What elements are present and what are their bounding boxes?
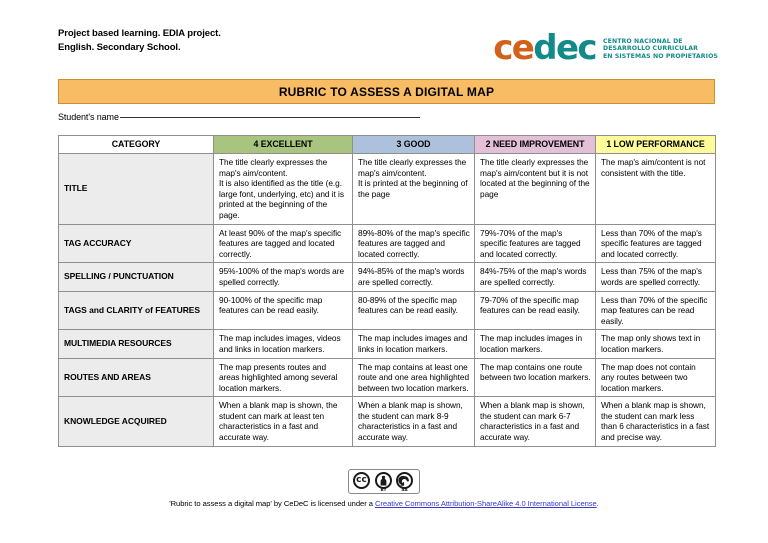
cell-title-excellent: The title clearly expresses the map's aim/content. It is also identified as the title (e.g. large font, underlying, etc) and it is printed at the beginning of the page. [214, 154, 353, 225]
column-header-need-improvement: 2 NEED IMPROVEMENT [475, 136, 596, 154]
table-body [59, 154, 716, 447]
page-title: RUBRIC TO ASSESS A DIGITAL MAP [278, 84, 495, 99]
table-row [59, 358, 716, 397]
row-category-title: TITLE [59, 154, 214, 225]
table-row [59, 291, 716, 330]
logo-subtitle-line-1: CENTRO NACIONAL DE [602, 37, 683, 45]
license-prefix-text: 'Rubric to assess a digital map' by CeDeC is licensed under a [169, 499, 375, 508]
cell-title-need: The title clearly expresses the map's aim/content but it is not located at the beginning of the page [475, 154, 596, 225]
cell-multimedia-low: The map only shows text in location markers. [596, 330, 716, 358]
cell-routes-excellent: The map presents routes and areas highlighted among several location markers. [214, 358, 353, 397]
cell-tags-clarity-good: 80-89% of the specific map features can be read easily. [353, 291, 475, 330]
logo-subtitle [603, 38, 718, 61]
header-line-2: English. Secondary School. [58, 41, 181, 53]
document-header [58, 27, 718, 73]
license-suffix-text: . [596, 499, 599, 508]
table-row [59, 224, 716, 263]
cell-multimedia-need: The map includes images in location markers. [475, 330, 596, 358]
logo-dec-text: dec [533, 28, 596, 68]
cell-routes-good: The map contains at least one route and one area highlighted between two location markers. [353, 358, 475, 397]
cell-spelling-low: Less than 75% of the map's words are spelled correctly. [596, 263, 716, 291]
logo-ce-text: ce [493, 28, 534, 68]
logo-subtitle-line-3: EN SISTEMAS NO PROPIETARIOS [602, 52, 718, 60]
cell-knowledge-need: When a blank map is shown, the student can mark 6-7 characteristics in a fast and accurate way. [475, 397, 596, 446]
header-project-text [58, 27, 221, 54]
cc-by-label: BY [380, 487, 387, 492]
column-header-excellent: 4 EXCELLENT [214, 136, 353, 154]
header-line-1: Project based learning. EDIA project. [58, 28, 221, 39]
cc-sa-label: SA [401, 487, 408, 492]
cell-tags-clarity-need: 79-70% of the specific map features can be read easily. [475, 291, 596, 330]
cell-knowledge-low: When a blank map is shown, the student can mark less than 6 characteristics in a fast and precise way. [596, 397, 716, 446]
cell-knowledge-excellent: When a blank map is shown, the student can mark at least ten characteristics in a fast and accurate way. [214, 397, 353, 446]
column-header-low-performance: 1 LOW PERFORMANCE [596, 136, 716, 154]
cell-multimedia-good: The map includes images and links in location markers. [353, 330, 475, 358]
creative-commons-badge [348, 469, 420, 494]
column-header-good: 3 GOOD [353, 136, 475, 154]
cell-routes-low: The map does not contain any routes between two location markers. [596, 358, 716, 397]
license-link[interactable]: Creative Commons Attribution-ShareAlike 4.0 International License [374, 499, 597, 508]
table-header-row [59, 136, 716, 154]
cell-multimedia-excellent: The map includes images, videos and links in location markers. [214, 330, 353, 358]
cell-tag-accuracy-good: 89%-80% of the map's specific features are tagged and located correctly. [353, 224, 475, 263]
cell-tags-clarity-excellent: 90-100% of the specific map features can be read easily. [214, 291, 353, 330]
cell-tag-accuracy-need: 79%-70% of the map's specific features are tagged and located correctly. [475, 224, 596, 263]
row-category-tag-accuracy: TAG ACCURACY [59, 224, 214, 263]
license-statement [0, 499, 768, 508]
logo-subtitle-line-2: DESARROLLO CURRICULAR [602, 45, 699, 53]
table-row [59, 330, 716, 358]
cell-tag-accuracy-low: Less than 70% of the map's specific features are tagged and located correctly. [596, 224, 716, 263]
cell-title-good: The title clearly expresses the map's aim/content. It is printed at the beginning of the page [353, 154, 475, 225]
column-header-category: CATEGORY [59, 136, 214, 154]
table-row [59, 397, 716, 446]
cell-tags-clarity-low: Less than 70% of the specific map features can be read easily. [596, 291, 716, 330]
student-name-label: Student's name [58, 112, 119, 122]
rubric-title-banner [58, 79, 715, 104]
cedec-logo [493, 27, 718, 69]
row-category-tags-clarity: TAGS and CLARITY of FEATURES [59, 291, 214, 330]
student-name-field [58, 112, 420, 122]
cell-tag-accuracy-excellent: At least 90% of the map's specific features are tagged and located correctly. [214, 224, 353, 263]
cell-spelling-good: 94%-85% of the map's words are spelled correctly. [353, 263, 475, 291]
student-name-blank-line[interactable] [120, 117, 420, 118]
cell-knowledge-good: When a blank map is shown, the student can mark 8-9 characteristics in a fast and accurate way. [353, 397, 475, 446]
row-category-spelling-punctuation: SPELLING / PUNCTUATION [59, 263, 214, 291]
cell-title-low: The map's aim/content is not consistent with the title. [596, 154, 716, 225]
table-row [59, 154, 716, 225]
cell-spelling-need: 84%-75% of the map's words are spelled correctly. [475, 263, 596, 291]
cc-logo-icon: cc [353, 472, 370, 489]
cell-routes-need: The map contains one route between two location markers. [475, 358, 596, 397]
table-row [59, 263, 716, 291]
cell-spelling-excellent: 95%-100% of the map's words are spelled correctly. [214, 263, 353, 291]
row-category-knowledge-acquired: KNOWLEDGE ACQUIRED [59, 397, 214, 446]
cedec-wordmark [493, 28, 596, 68]
row-category-multimedia-resources: MULTIMEDIA RESOURCES [59, 330, 214, 358]
row-category-routes-areas: ROUTES AND AREAS [59, 358, 214, 397]
rubric-table [58, 135, 716, 447]
